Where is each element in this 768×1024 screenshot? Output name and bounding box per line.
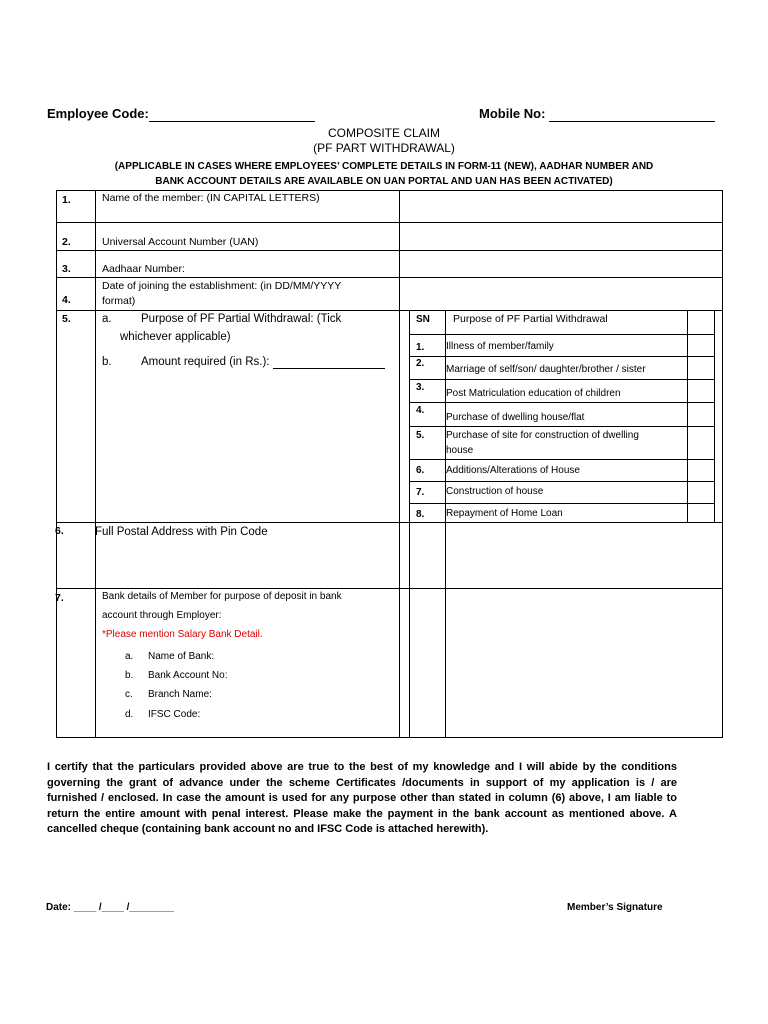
purpose-item-text: Construction of house	[446, 486, 544, 497]
date-blank[interactable]: ____ /____ /________	[73, 902, 174, 913]
purpose-item-sn: 5.	[416, 430, 425, 441]
purpose-item-text: Post Matriculation education of children	[446, 388, 621, 399]
aadhaar-label: Aadhaar Number:	[102, 263, 185, 275]
doj-label-line2: format)	[102, 295, 136, 307]
amount-blank[interactable]	[273, 356, 385, 369]
purpose-item-sn: 3.	[416, 382, 425, 393]
purpose-tick-box[interactable]	[688, 380, 714, 402]
bank-details-label-line1: Bank details of Member for purpose of deposit in bank	[102, 591, 342, 602]
uan-label: Universal Account Number (UAN)	[102, 236, 259, 248]
bank-details-label-line2: account through Employer:	[102, 610, 222, 621]
purpose-table-header: Purpose of PF Partial Withdrawal	[453, 313, 608, 325]
applicability-note-2: BANK ACCOUNT DETAILS ARE AVAILABLE ON UAN PORTAL AND UAN HAS BEEN ACTIVATED)	[155, 176, 613, 187]
purpose-label-line1: Purpose of PF Partial Withdrawal: (Tick	[141, 313, 342, 325]
employee-code-blank[interactable]	[149, 106, 315, 122]
postal-address-input[interactable]	[446, 523, 722, 588]
row-3-number: 3.	[62, 263, 71, 275]
purpose-item-sn: 7.	[416, 487, 425, 498]
bank-name-label: Name of Bank:	[148, 651, 215, 662]
doj-label-line1: Date of joining the establishment: (in DD/MM/YYYY	[102, 280, 342, 292]
purpose-tick-box[interactable]	[688, 427, 714, 459]
form-title: COMPOSITE CLAIM	[327, 126, 440, 140]
amount-field[interactable]	[141, 356, 385, 369]
member-name-input[interactable]	[400, 191, 721, 221]
certification-text: I certify that the particulars provided above are true to the best of my knowledge and I will abide by the conditions governing the grant of advance under the scheme Certificates /documents in support of my application is / are furnished / enclosed. In case the amount is used for any purpose other than stated in column (6) above, I am liable to return the entire amount with penal interest. Please make the payment in the bank account as mentioned above. A cancelled cheque (containing bank account no and IFSC Code is attached herewith).	[47, 761, 677, 835]
row-4-number: 4.	[62, 294, 71, 306]
bank-account-label: Bank Account No:	[148, 670, 228, 681]
purpose-item-text-line1: Purchase of site for construction of dwelling	[446, 430, 639, 441]
row-7-number: 7.	[55, 592, 64, 604]
row-5-number: 5.	[62, 313, 71, 325]
date-label: Date:	[46, 902, 72, 913]
purpose-table-sn-header: SN	[416, 314, 430, 325]
purpose-tick-box[interactable]	[688, 403, 714, 426]
member-name-label: Name of the member: (IN CAPITAL LETTERS)	[102, 192, 320, 204]
ifsc-label: IFSC Code:	[148, 709, 201, 720]
mobile-blank[interactable]	[549, 106, 715, 122]
employee-code-label: Employee Code:	[47, 106, 149, 121]
employee-code-field[interactable]	[47, 106, 315, 122]
member-signature-label: Member’s Signature	[567, 902, 663, 913]
purpose-tick-box[interactable]	[688, 460, 714, 481]
purpose-item-sn: 4.	[416, 405, 425, 416]
doj-input[interactable]	[400, 278, 721, 309]
row-6-number: 6.	[55, 525, 64, 537]
purpose-item-sn: 6.	[416, 465, 425, 476]
amount-label: Amount required (in Rs.):	[141, 356, 270, 368]
purpose-item-text: Repayment of Home Loan	[446, 508, 563, 519]
postal-address-label: Full Postal Address with Pin Code	[95, 526, 268, 538]
purpose-item-text: Marriage of self/son/ daughter/brother / sister	[446, 364, 646, 375]
purpose-item-sn: 1.	[416, 342, 425, 353]
date-field[interactable]	[46, 902, 174, 913]
aadhaar-input[interactable]	[400, 251, 721, 276]
purpose-marker-a: a.	[102, 313, 112, 325]
row-1-number: 1.	[62, 194, 71, 206]
purpose-tick-box[interactable]	[688, 357, 714, 379]
purpose-item-text: Additions/Alterations of House	[446, 465, 580, 476]
mobile-label: Mobile No:	[479, 106, 546, 121]
branch-name-label: Branch Name:	[148, 689, 212, 700]
bank-item-marker: a.	[125, 651, 134, 662]
purpose-item-text: Illness of member/family	[446, 341, 554, 352]
bank-item-marker: c.	[125, 689, 133, 700]
purpose-tick-box[interactable]	[688, 504, 714, 522]
purpose-tick-box[interactable]	[688, 482, 714, 503]
mobile-field[interactable]	[479, 106, 715, 122]
bank-item-marker: d.	[125, 709, 134, 720]
purpose-item-sn: 2.	[416, 358, 425, 369]
row-2-number: 2.	[62, 236, 71, 248]
applicability-note-1: (APPLICABLE IN CASES WHERE EMPLOYEES’ COMPLETE DETAILS IN FORM-11 (NEW), AADHAR NUMBER AND	[114, 161, 654, 172]
uan-input[interactable]	[400, 223, 721, 249]
salary-bank-note: *Please mention Salary Bank Detail.	[102, 629, 263, 640]
purpose-tick-box[interactable]	[688, 335, 714, 356]
bank-item-marker: b.	[125, 670, 134, 681]
purpose-label-line2: whichever applicable)	[120, 331, 231, 343]
amount-marker-b: b.	[102, 356, 112, 368]
purpose-item-sn: 8.	[416, 509, 425, 520]
purpose-item-text-line2: house	[446, 445, 474, 456]
purpose-item-text: Purchase of dwelling house/flat	[446, 412, 585, 423]
bank-details-input[interactable]	[446, 589, 722, 737]
form-subtitle: (PF PART WITHDRAWAL)	[313, 141, 455, 155]
